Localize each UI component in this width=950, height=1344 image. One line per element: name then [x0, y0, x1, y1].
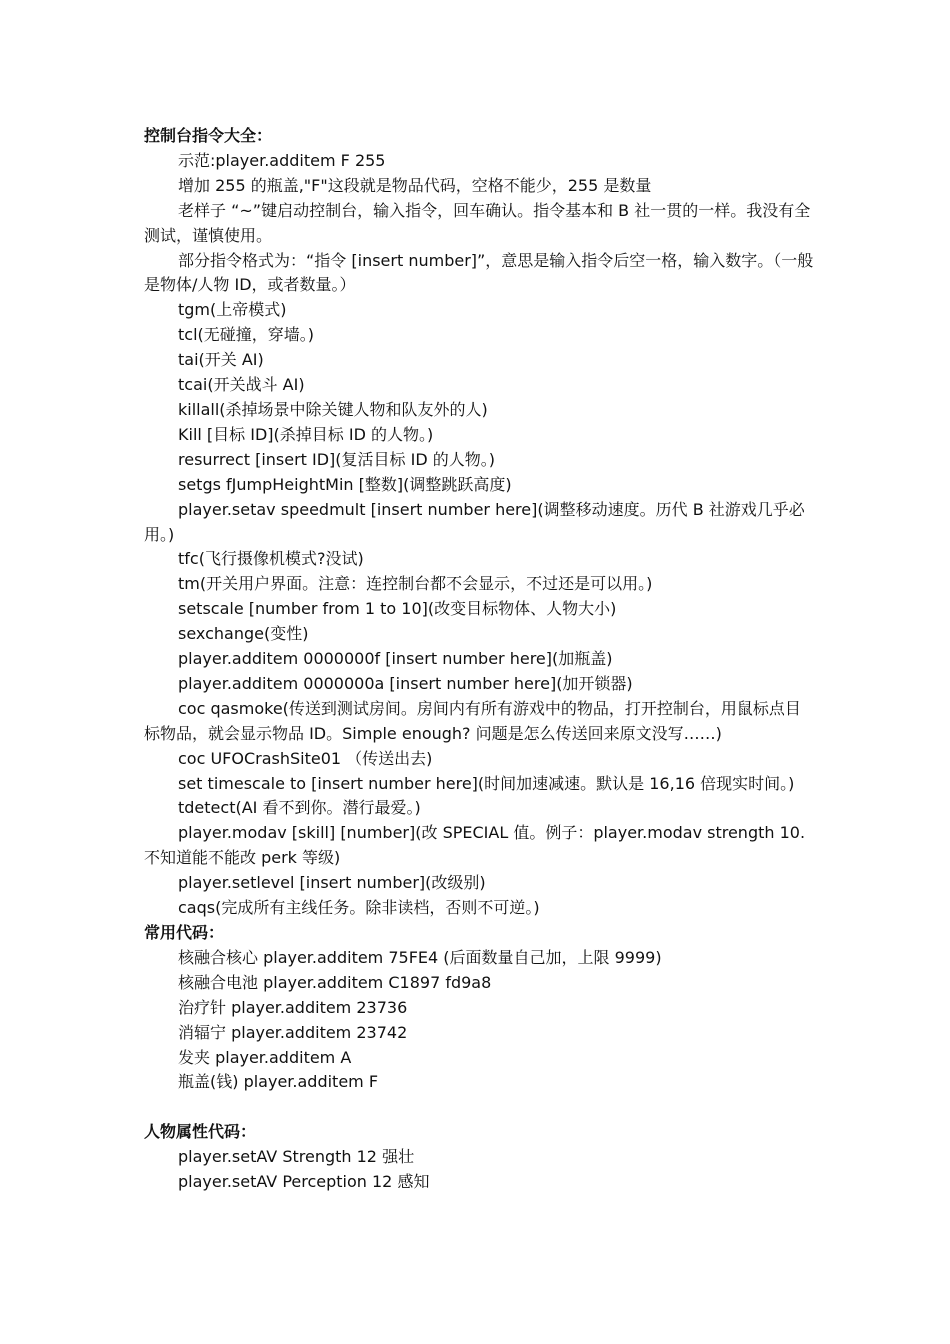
command-line: player.setlevel [insert number](改级别)	[178, 873, 486, 893]
document-page	[144, 124, 814, 1195]
command-line: setgs fJumpHeightMin [整数](调整跳跃高度)	[178, 474, 512, 494]
command-line: resurrect [insert ID](复活目标 ID 的人物。)	[178, 449, 495, 469]
section-heading-console-commands: 控制台指令大全：	[144, 126, 273, 145]
text-line: 老样子 “~”键启动控制台，输入指令，回车确认。指令基本和 B 社一贯的一样。我没有全测试，谨慎使用。	[144, 200, 811, 245]
code-line: 核融合电池 player.additem C1897 fd9a8	[178, 972, 492, 992]
command-line: player.modav [skill] [number](改 SPECIAL 值。例子：player.modav strength 10. 不知道能不能改 perk 等级)	[144, 823, 806, 868]
command-line: coc UFOCrashSite01 （传送出去)	[178, 748, 433, 768]
command-line: Kill [目标 ID](杀掉目标 ID 的人物。)	[178, 424, 434, 444]
blank-line	[144, 1095, 814, 1120]
command-line: tm(开关用户界面。注意：连控制台都不会显示，不过还是可以用。)	[178, 574, 653, 594]
code-line: 消辐宁 player.additem 23742	[178, 1022, 408, 1042]
command-line: coc qasmoke(传送到测试房间。房间内有所有游戏中的物品，打开控制台，用鼠标点目标物品，就会显示物品 ID。Simple enough? 问题是怎么传送回来原文没写……)	[144, 698, 801, 743]
section-heading-common-codes: 常用代码：	[144, 923, 225, 942]
command-line: player.additem 0000000a [insert number here](加开锁器)	[178, 673, 633, 693]
text-line: 增加 255 的瓶盖,"F"这段就是物品代码，空格不能少，255 是数量	[178, 175, 652, 195]
command-line: tdetect(AI 看不到你。潜行最爱。)	[178, 798, 421, 818]
code-line: 发夹 player.additem A	[178, 1047, 352, 1067]
code-line: player.setAV Perception 12 感知	[178, 1172, 430, 1192]
code-line: 治疗针 player.additem 23736	[178, 997, 408, 1017]
code-line: 核融合核心 player.additem 75FE4 (后面数量自己加，上限 9999)	[178, 947, 662, 967]
command-line: tgm(上帝模式)	[178, 300, 287, 320]
text-line: 部分指令格式为：“指令 [insert number]”，意思是输入指令后空一格，输入数字。（一般是物体/人物 ID，或者数量。）	[144, 250, 814, 295]
command-line: caqs(完成所有主线任务。除非读档，否则不可逆。)	[178, 898, 540, 918]
command-line: set timescale to [insert number here](时间加速减速。默认是 16,16 倍现实时间。)	[178, 773, 795, 793]
code-line: 瓶盖(钱) player.additem F	[178, 1072, 379, 1092]
command-line: tfc(飞行摄像机模式?没试)	[178, 549, 364, 569]
text-line: 示范:player.additem F 255	[178, 150, 386, 170]
command-line: killall(杀掉场景中除关键人物和队友外的人)	[178, 399, 488, 419]
command-line: player.setav speedmult [insert number here](调整移动速度。历代 B 社游戏几乎必用。)	[144, 499, 805, 544]
command-line: setscale [number from 1 to 10](改变目标物体、人物大小)	[178, 599, 617, 619]
section-heading-attribute-codes: 人物属性代码：	[144, 1122, 257, 1142]
command-line: player.additem 0000000f [insert number here](加瓶盖)	[178, 649, 613, 669]
command-line: tcl(无碰撞，穿墙。)	[178, 325, 315, 345]
code-line: player.setAV Strength 12 强壮	[178, 1147, 415, 1167]
command-line: tai(开关 AI)	[178, 350, 264, 370]
command-line: tcai(开关战斗 AI)	[178, 375, 305, 395]
command-line: sexchange(变性)	[178, 624, 309, 644]
